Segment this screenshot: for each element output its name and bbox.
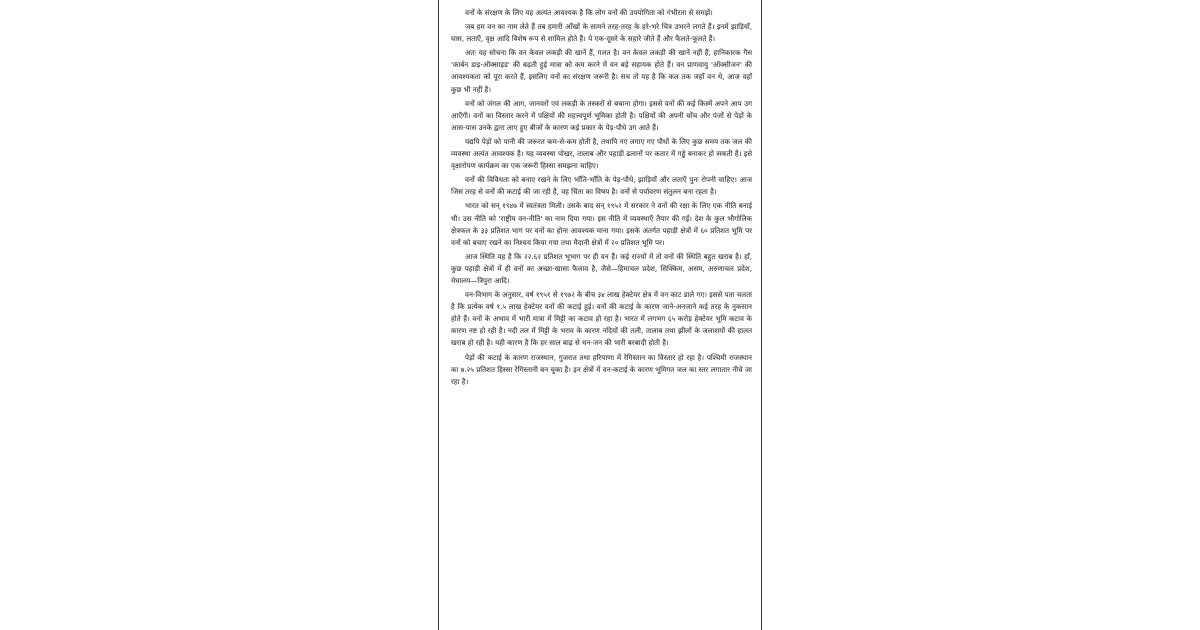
paragraph: आज स्थिति यह है कि २२.६२ प्रतिशत भूभाग पर ही वन हैं। कई राज्यों में तो वनों की स्थिति बहुत खराब है। हाँ, कुछ पहाड़ी क्षेत्रों में ही वनों का अच्छा-खासा फैलाव है, जैसे—हिमाचल प्रदेश, सिक्किम, असम, अरुणाचल प्रदेश, मेघालय—त्रिपुरा आदि। bbox=[451, 251, 752, 285]
paragraph: वनों को जंगल की आग, जानवरों एवं लकड़ी के तस्करों से बचाना होगा। इससे वनों की कई किस्में अपने आप उग आएँगी। वनों का विस्तार करने में पक्षियों की महत्त्वपूर्ण भूमिका होती है। पक्षियों की अपनी चोंच और पंजों से पेड़ों के आस-पास उनके द्वारा लाए हुए बीजों के कारण कई प्रकार के पेड़-पौधे उग आते हैं। bbox=[451, 98, 752, 132]
paragraph: जब हम वन का नाम लेते हैं तब हमारी आँखों के सामने तरह-तरह के हरे-भरे चित्र उभरने लगते हैं। इनमें झाड़ियाँ, घास, लताएँ, वृक्ष आदि विशेष रूप से शामिल होते हैं। ये एक-दूसरे के सहारे जीते हैं और फैलते-फूलते हैं। bbox=[451, 22, 752, 44]
document-page bbox=[438, 0, 762, 630]
paragraph: भारत को सन् १९४७ में स्वतंत्रता मिली। उसके बाद सन् १९५२ में सरकार ने वनों की रक्षा के लिए एक नीति बनाई थी। उस नीति को 'राष्ट्रीय वन-नीति' का नाम दिया गया। इस नीति में व्यवस्थाएँ तैयार की गईं। देश के कुल भौगोलिक क्षेत्रफल के ३३ प्रतिशत भाग पर वनों का होना आवश्यक माना गया। इसके अंतर्गत पहाड़ी क्षेत्रों में ६० प्रतिशत भूमि पर वनों को बचाए रखने का निश्चय किया गया तथा मैदानी क्षेत्रों में २० प्रतिशत भूमि पर। bbox=[451, 201, 752, 247]
paragraph: यद्यपि पेड़ों को पानी की जरूरत कम-से-कम होती है, तथापि नए लगाए गए पौधों के लिए कुछ समय तक जल की व्यवस्था अत्यंत आवश्यक है। यह व्यवस्था पोखर, तालाब और पहाड़ी ढलानों पर कतार में गड्ढे बनाकर हो सकती है। इसे वृक्षारोपण कार्यक्रम का एक जरूरी हिस्सा समझना चाहिए। bbox=[451, 136, 752, 171]
paragraph: अतः यह सोचना कि वन केवल लकड़ी की खानें हैं, गलत है। वन केवल लकड़ी की खानें नहीं हैं, हानिकारक गैस 'कार्बन डाइ-ऑक्साइड' की बढ़ती हुई मात्रा को कम करने में वन बड़े सहायक होते हैं। वन प्राणवायु 'ऑक्सीजन' की आवश्यकता को पूरा करते हैं, इसलिए वनों का संरक्षण जरूरी है। सच तो यह है कि कल तक जहाँ वन थे, आज वहाँ कुछ भी नहीं है। bbox=[451, 48, 752, 94]
paragraph: वनों के संरक्षण के लिए यह अत्यंत आवश्यक है कि लोग वनों की उपयोगिता को गंभीरता से समझें। bbox=[465, 8, 713, 17]
paragraph: वन-विभाग के अनुसार, वर्ष १९५१ से १९७२ के बीच ३४ लाख हेक्टेयर क्षेत्र में वन काट डाले गए। इससे पता चलता है कि प्रत्येक वर्ष १.५ लाख हेक्टेयर वनों की कटाई हुई। वनों की कटाई के कारण जाने-अनजाने कई तरह के नुकसान होते हैं। वनों के अभाव में भारी मात्रा में मिट्टी का कटाव हो रहा है। भारत में लगभग ६५ करोड़ हेक्टेयर भूमि कटाव के कारण नष्ट हो रही है। नदी तल में मिट्टी के भराव के कारण नदियों की तली, तालाब तथा झीलों के जलाशयों की हालत खराब हो रही है। यही कारण है कि हर साल बाढ़ से धन-जन की भारी बरबादी होती है। bbox=[451, 290, 752, 348]
document-text bbox=[451, 7, 752, 390]
paragraph: पेड़ों की कटाई के कारण राजस्थान, गुजरात तथा हरियाणा में रेगिस्तान का विस्तार हो रहा है। पश्चिमी राजस्थान का ७.२५ प्रतिशत हिस्सा रेगिस्तानी बन चुका है। इन क्षेत्रों में वन-कटाई के कारण भूमिगत जल का स्तर लगातार नीचे जा रहा है। bbox=[451, 352, 752, 386]
paragraph: वनों की विविधता को बनाए रखने के लिए भाँति-भाँति के पेड़-पौधे, झाड़ियाँ और लताएँ पुनः रोपनी चाहिए। आज जिस तरह से वनों की कटाई की जा रही है, वह चिंता का विषय है। वनों से पर्यावरण संतुलन बना रहता है। bbox=[451, 175, 752, 197]
